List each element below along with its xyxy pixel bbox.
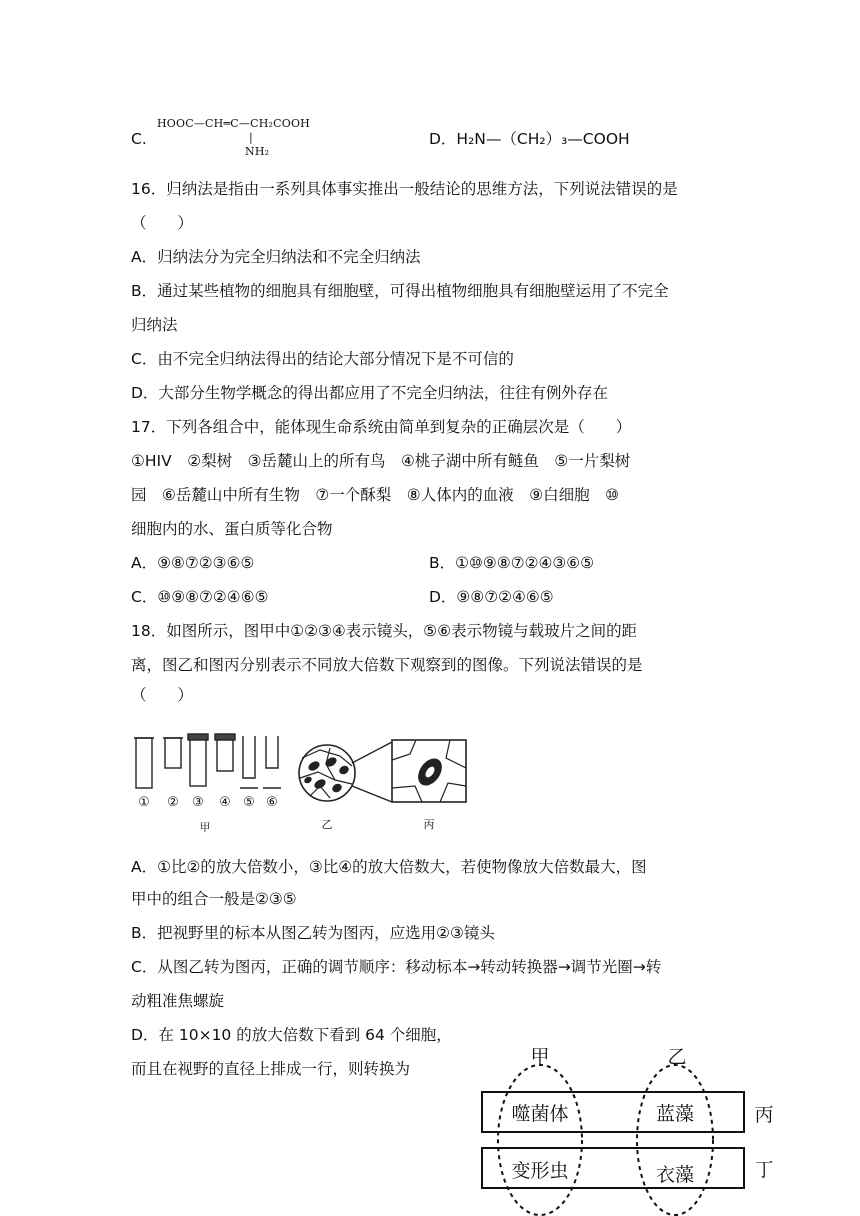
q15-c-formula-bond: | bbox=[249, 131, 253, 144]
diagram-col-yi: 乙 bbox=[667, 1046, 687, 1068]
q16-answer-blank: （ ） bbox=[131, 214, 194, 232]
q15-option-d: D．H₂N—（CH₂）₃—COOH bbox=[429, 130, 630, 148]
fig-caption-jia: 甲 bbox=[199, 821, 211, 834]
q17-items-line2: 园 ⑥岳麓山中所有生物 ⑦一个酥梨 ⑧人体内的血液 ⑨白细胞 ⑩ bbox=[131, 486, 619, 504]
q17-items-line1: ①HIV ②梨树 ③岳麓山上的所有鸟 ④桃子湖中所有鲢鱼 ⑤一片梨树 bbox=[131, 452, 631, 470]
q18-option-a-cont: 甲中的组合一般是②③⑤ bbox=[131, 890, 297, 908]
q16-option-b: B．通过某些植物的细胞具有细胞壁，可得出植物细胞具有细胞壁运用了不完全 bbox=[131, 282, 669, 300]
fig-label-3: ③ bbox=[192, 795, 204, 810]
classification-diagram bbox=[470, 1040, 790, 1216]
q18-stem-line2: 离，图乙和图丙分别表示不同放大倍数下观察到的图像。下列说法错误的是 bbox=[131, 656, 643, 674]
q18-stem-line1: 18．如图所示，图甲中①②③④表示镜头，⑤⑥表示物镜与载玻片之间的距 bbox=[131, 622, 638, 640]
q18-option-b: B．把视野里的标本从图乙转为图丙，应选用②③镜头 bbox=[131, 924, 495, 942]
fig-label-6: ⑥ bbox=[266, 795, 278, 810]
q16-stem: 16．归纳法是指由一系列具体事实推出一般结论的思维方法，下列说法错误的是 bbox=[131, 180, 678, 198]
diagram-col-jia: 甲 bbox=[530, 1046, 550, 1068]
diagram-cell-cyanobacteria: 蓝藻 bbox=[655, 1103, 695, 1125]
q16-option-b-cont: 归纳法 bbox=[131, 316, 178, 334]
diagram-cell-chlamydomonas: 衣藻 bbox=[655, 1164, 695, 1186]
diagram-cell-amoeba: 变形虫 bbox=[511, 1160, 569, 1182]
q16-option-c: C．由不完全归纳法得出的结论大部分情况下是不可信的 bbox=[131, 350, 514, 368]
diagram-row-ding: 丁 bbox=[754, 1159, 774, 1181]
q18-option-a: A．①比②的放大倍数小，③比④的放大倍数大，若使物像放大倍数最大，图 bbox=[131, 858, 647, 876]
q17-option-d: D．⑨⑧⑦②④⑥⑤ bbox=[429, 588, 554, 606]
diagram-cell-phage: 噬菌体 bbox=[511, 1103, 569, 1125]
q16-option-d: D．大部分生物学概念的得出都应用了不完全归纳法，往往有例外存在 bbox=[131, 384, 608, 402]
diagram-row-bing: 丙 bbox=[754, 1104, 774, 1126]
fig-label-1: ① bbox=[138, 795, 150, 810]
fig-label-5: ⑤ bbox=[243, 795, 255, 810]
q17-option-a: A．⑨⑧⑦②③⑥⑤ bbox=[131, 554, 255, 572]
fig-label-4: ④ bbox=[219, 795, 231, 810]
q18-answer-blank: （ ） bbox=[131, 686, 194, 704]
q18-option-d: D．在 10×10 的放大倍数下看到 64 个细胞， bbox=[131, 1026, 452, 1044]
fig-caption-bing: 丙 bbox=[423, 818, 435, 831]
q17-option-c: C．⑩⑨⑧⑦②④⑥⑤ bbox=[131, 588, 269, 606]
microscope-figure bbox=[130, 728, 475, 838]
q17-items-line3: 细胞内的水、蛋白质等化合物 bbox=[131, 520, 333, 538]
q17-stem: 17．下列各组合中，能体现生命系统由简单到复杂的正确层次是（ ） bbox=[131, 418, 632, 436]
q15-c-label: C. bbox=[131, 130, 147, 148]
q15-c-formula-sub: NH₂ bbox=[245, 145, 270, 158]
fig-caption-yi: 乙 bbox=[321, 818, 333, 831]
fig-label-2: ② bbox=[167, 795, 179, 810]
q17-option-b: B．①⑩⑨⑧⑦②④③⑥⑤ bbox=[429, 554, 595, 572]
q18-option-c-cont: 动粗准焦螺旋 bbox=[131, 992, 225, 1010]
q18-option-d-cont: 而且在视野的直径上排成一行，则转换为 bbox=[131, 1060, 411, 1078]
q16-option-a: A．归纳法分为完全归纳法和不完全归纳法 bbox=[131, 248, 421, 266]
q18-option-c: C．从图乙转为图丙，正确的调节顺序：移动标本→转动转换器→调节光圈→转 bbox=[131, 958, 662, 976]
q15-c-formula-main: HOOC—CH═C—CH₂COOH bbox=[157, 117, 310, 130]
